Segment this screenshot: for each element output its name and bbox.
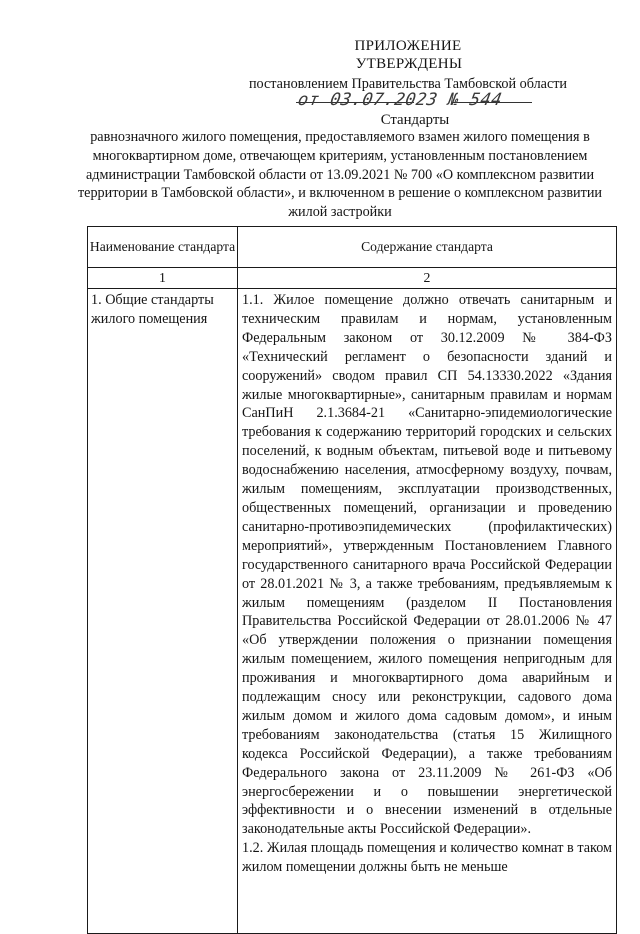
standard-content-cell [238,289,617,934]
appendix-title: ПРИЛОЖЕНИЕ [354,38,462,54]
handwritten-date-number: от 03.07.2023 № 544 [296,90,504,110]
paragraph-1-1: 1.1. Жилое помещение должно отвечать санитарным и техническим правилам и нормам, установленным Федеральным законом от 30.12.2009 № 384-ФЗ «Технический регламент о безопасности зданий и сооружений» сводом правил СП 54.13330.2022 «Здания жилые многоквартирные», санитарным правилам и нормам СанПиН 2.1.3684-21 «Санитарно-эпидемиологические требования к содержанию территорий городских и сельских поселений, к водным объектам, питьевой воде и питьевому водоснабжению населения, атмосферному воздуху, почвам, жилым помещениям, эксплуатации производственных, общественных помещений, организации и проведению санитарно-противоэпидемических (профилактических) мероприятий», утвержденным Постановлением Главного государственного санитарного врача Российской Федерации от 28.01.2021 № 3, а также требованиям, предъявляемым к жилым помещениям (разделом II Постановления Правительства Российской Федерации от 28.01.2006 № 47 «Об утверждении положения о признании помещения жилым помещением, жилого помещения непригодным для проживания и многоквартирного дома аварийным и подлежащим сносу или реконструкции, садового дома жилым домом и жилого дома садовым домом», и иным требованиям законодательства (статья 15 Жилищного кодекса Российской Федерации), а также требованиям Федерального закона от 23.11.2009 № 261-ФЗ «Об энергосбережении и о повышении энергетической эффективности и о внесении изменений в отдельные законодательные акты Российской Федерации». [242,292,612,838]
column-header-name: Наименование стандарта [88,227,238,268]
column-number-1: 1 [88,268,238,289]
table-row [88,289,617,934]
column-number-row [88,268,617,289]
standards-title: Стандарты [380,112,450,128]
resolution-line: постановлением Правительства Тамбовской области [248,76,568,92]
standards-description: равнозначного жилого помещения, предоставляемого взамен жилого помещения в многоквартирном доме, отвечающем критериям, установленным постановлением администрации Тамбовской области от 13.09.2021 № 700 «О комплексном развитии территории в Тамбовской области», и включенном в решение о комплексном развитии жилой застройки [77,129,603,221]
approved-label: УТВЕРЖДЕНЫ [355,56,463,72]
column-number-2: 2 [238,268,617,289]
standards-table [87,226,617,934]
column-header-content: Содержание стандарта [238,227,617,268]
paragraph-1-2: 1.2. Жилая площадь помещения и количество комнат в таком жилом помещении должны быть не меньше [242,840,612,876]
content-wrapper [242,291,612,932]
standard-name-cell: 1. Общие стандарты жилого помещения [88,289,238,934]
table-header-row [88,227,617,268]
